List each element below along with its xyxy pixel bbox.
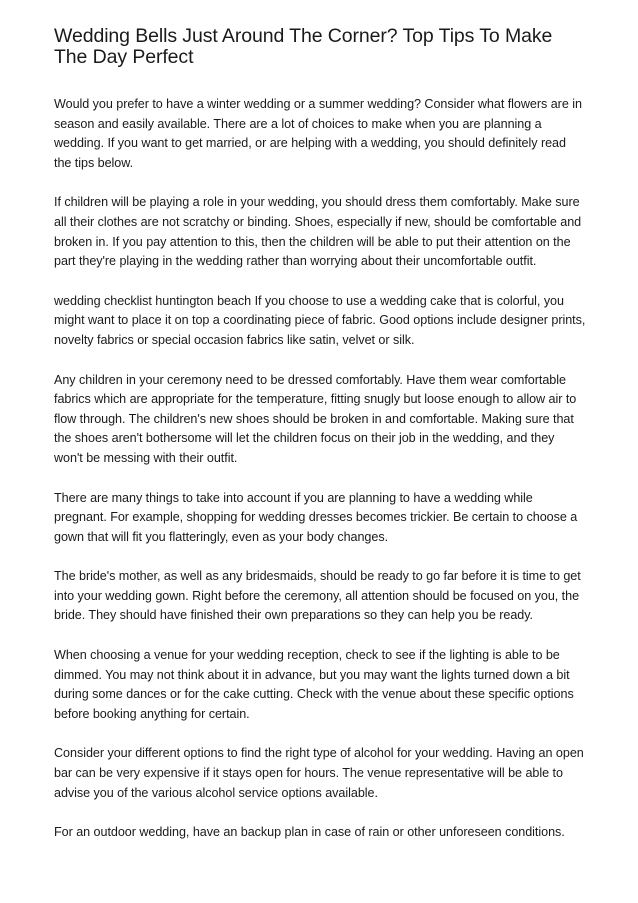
paragraph-pregnant-wedding: There are many things to take into account if you are planning to have a wedding while pregnant. For example, shopping for wedding dresses becomes trickier. Be certain to choose a gown that will fit you flatteringly, even as your body changes. [54,490,578,544]
paragraph-wedding-cake: wedding checklist huntington beach If you choose to use a wedding cake that is colorful, you might want to place it on top a coordinating piece of fabric. Good options include designer prints, novelty fabrics or special occasion fabrics like satin, velvet or silk. [54,293,586,347]
paragraph-bridesmaids: The bride's mother, as well as any bridesmaids, should be ready to go far before it is time to get into your wedding gown. Right before the ceremony, all attention should be focused on you, the bride. They should have finished their own preparations so they can help you be ready. [54,569,581,623]
paragraph-children-ceremony: Any children in your ceremony need to be dressed comfortably. Have them wear comfortable fabrics which are appropriate for the temperature, fitting snugly but loose enough to allow air to flow through. The children's new shoes should be broken in and comfortable. Making sure that the shoes aren't bothersome will let the children focus on their job in the wedding, and they won't be messing with their outfit. [54,372,577,465]
paragraph-season-flowers: Would you prefer to have a winter wedding or a summer wedding? Consider what flowers are in season and easily available. There are a lot of choices to make when you are planning a wedding. If you want to get married, or are helping with a wedding, you should definitely read the tips below. [54,97,582,170]
paragraph-venue-lighting: When choosing a venue for your wedding reception, check to see if the lighting is able to be dimmed. You may not think about it in advance, but you may want the lights turned down a bit during some dances or for the cake cutting. Check with the venue about these specific options before booking anything for certain. [54,648,574,721]
paragraph-alcohol: Consider your different options to find the right type of alcohol for your wedding. Having an open bar can be very expensive if it stays open for hours. The venue representative will be able to advise you of the various alcohol service options available. [54,746,584,800]
paragraph-children-dress: If children will be playing a role in your wedding, you should dress them comfortably. Make sure all their clothes are not scratchy or binding. Shoes, especially if new, should be comfortable and broken in. If you pay attention to this, then the children will be able to put their attention on the part they're playing in the wedding rather than worrying about their uncomfortable outfit. [54,195,582,269]
paragraph-outdoor-backup: For an outdoor wedding, have an backup plan in case of rain or other unforeseen conditions. [54,825,565,840]
document-title: Wedding Bells Just Around The Corner? Top Tips To Make The Day Perfect [54,25,553,68]
